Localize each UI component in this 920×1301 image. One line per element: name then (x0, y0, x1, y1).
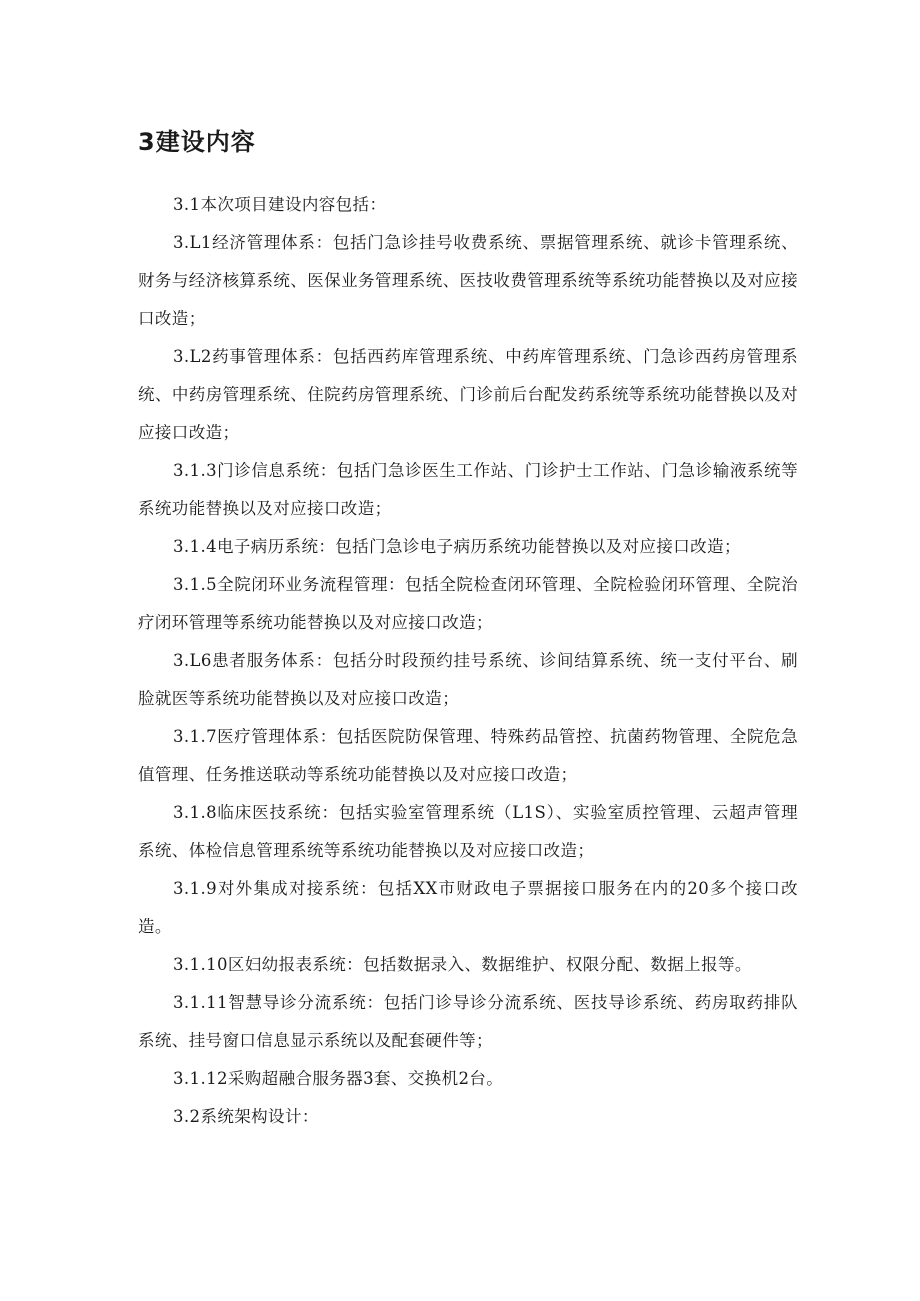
document-body (138, 186, 798, 1136)
paragraph-external-integration: 3.1.9对外集成对接系统：包括XX市财政电子票据接口服务在内的20多个接口改造。 (138, 879, 798, 936)
section-heading: 3建设内容 (138, 128, 256, 156)
paragraph-maternal-child-report: 3.1.10区妇幼报表系统：包括数据录入、数据维护、权限分配、数据上报等。 (173, 955, 752, 974)
paragraph-smart-triage: 3.1.11智慧导诊分流系统：包括门诊导诊分流系统、医技导诊系统、药房取药排队系统、挂号窗口信息显示系统以及配套硬件等； (138, 993, 798, 1050)
paragraph-closed-loop: 3.1.5全院闭环业务流程管理：包括全院检查闭环管理、全院检验闭环管理、全院治疗闭环管理等系统功能替换以及对应接口改造； (138, 575, 798, 632)
paragraph-intro: 3.1本次项目建设内容包括： (173, 195, 387, 214)
paragraph-hardware-procurement: 3.1.12采购超融合服务器3套、交换机2台。 (173, 1069, 504, 1088)
paragraph-architecture-design: 3.2系统架构设计： (173, 1107, 319, 1126)
paragraph-economic-management: 3.L1经济管理体系：包括门急诊挂号收费系统、票据管理系统、就诊卡管理系统、财务与经济核算系统、医保业务管理系统、医技收费管理系统等系统功能替换以及对应接口改造； (138, 233, 798, 328)
paragraph-medical-management: 3.1.7医疗管理体系：包括医院防保管理、特殊药品管控、抗菌药物管理、全院危急值管理、任务推送联动等系统功能替换以及对应接口改造； (138, 727, 798, 784)
paragraph-clinical-tech: 3.1.8临床医技系统：包括实验室管理系统（L1S）、实验室质控管理、云超声管理系统、体检信息管理系统等系统功能替换以及对应接口改造； (138, 803, 798, 860)
paragraph-patient-service: 3.L6患者服务体系：包括分时段预约挂号系统、诊间结算系统、统一支付平台、刷脸就医等系统功能替换以及对应接口改造； (138, 651, 798, 708)
paragraph-outpatient-system: 3.1.3门诊信息系统：包括门急诊医生工作站、门诊护士工作站、门急诊输液系统等系统功能替换以及对应接口改造； (138, 461, 798, 518)
paragraph-emr-system: 3.1.4电子病历系统：包括门急诊电子病历系统功能替换以及对应接口改造； (173, 537, 741, 556)
paragraph-pharmacy-management: 3.L2药事管理体系：包括西药库管理系统、中药库管理系统、门急诊西药房管理系统、中药房管理系统、住院药房管理系统、门诊前后台配发药系统等系统功能替换以及对应接口改造； (138, 347, 798, 442)
